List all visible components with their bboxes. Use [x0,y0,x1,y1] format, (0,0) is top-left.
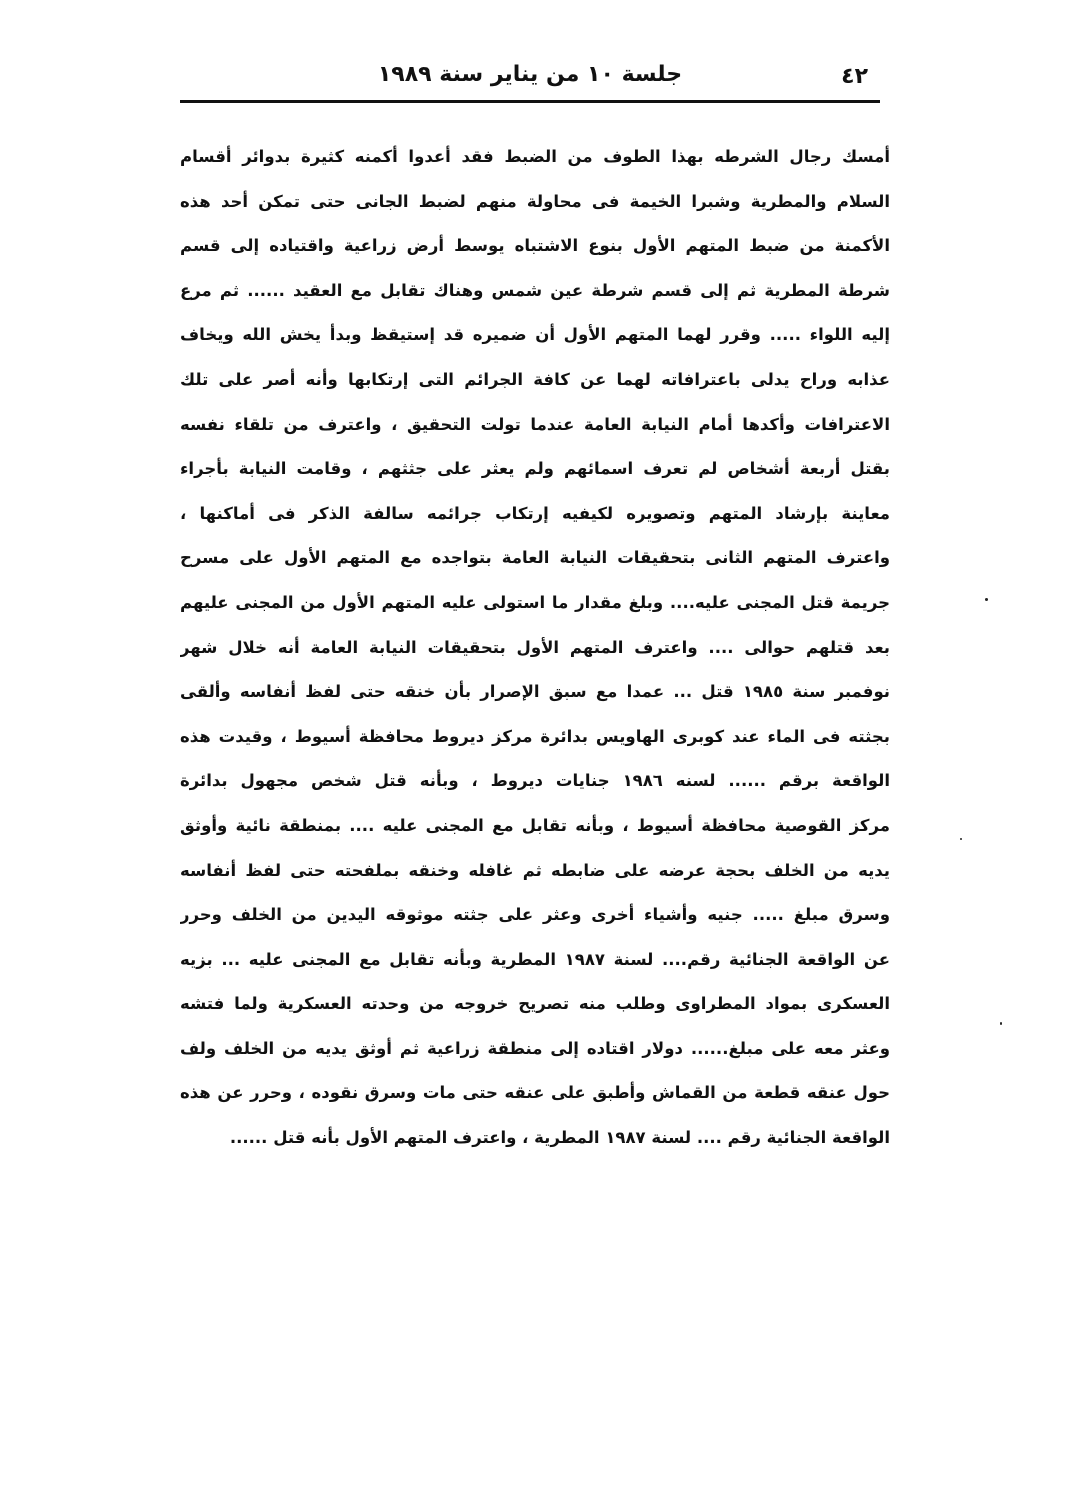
page-number: ٤٢ [841,64,868,89]
text-line: نوفمبر سنة ١٩٨٥ قتل ... عمدا مع سبق الإصرار بأن خنقه حتى لفظ أنفاسه وألقى [180,682,890,702]
text-line: السلام والمطرية وشبرا الخيمة فى محاولة منهم لضبط الجانى حتى تمكن أحد هذه [180,191,890,211]
text-line: بقتل أربعة أشخاص لم تعرف اسمائهم ولم يعثر على جثثهم ، وقامت النيابة بأجراء [180,459,890,479]
scan-speck [960,838,962,840]
text-line: الأكمنة من ضبط المتهم الأول بنوع الاشتباه يوسط أرض زراعية واقتياده إلى قسم [180,236,890,256]
body-text [180,135,890,1161]
text-line: وسرق مبلغ ..... جنيه وأشياء أخرى وعثر على جثته موثوقه اليدين من الخلف وحرر [180,905,890,925]
text-line: شرطة المطرية ثم إلى قسم شرطة عين شمس وهناك تقابل مع العقيد ...... ثم مرع [180,280,890,300]
text-line: العسكرى بمواد المطراوى وطلب منه تصريح خروجه من وحدته العسكرية ولما فتشه [180,994,890,1014]
text-line: وعثر معه على مبلغ...... دولار اقتاده إلى منطقة زراعية ثم أوثق يديه من الخلف ولف [180,1038,890,1058]
text-line: الواقعة الجنائية رقم .... لسنة ١٩٨٧ المطرية ، واعترف المتهم الأول بأنه قتل ...... [229,1128,890,1148]
running-title: جلسة ١٠ من يناير سنة ١٩٨٩ [377,62,683,87]
text-line: يديه من الخلف بحجة عرضه على ضابطه ثم غافله وخنقه بملفحته حتى لفظ أنفاسه [180,860,890,880]
text-line: إليه اللواء ..... وقرر لهما المتهم الأول أن ضميره قد إستيقظ وبدأ يخش الله ويخاف [180,325,890,345]
text-line: عن الواقعة الجنائية رقم.... لسنة ١٩٨٧ المطرية وبأنه تقابل مع المجنى عليه ... بزيه [180,949,890,969]
text-line: عذابه وراح يدلى باعترافاته لهما عن كافة الجرائم التى إرتكابها وأنه أصر على تلك [180,369,890,389]
text-line: بعد قتلهم حوالى .... واعترف المتهم الأول بتحقيقات النيابة العامة أنه خلال شهر [180,637,890,657]
text-line: الاعترافات وأكدها أمام النيابة العامة عندما تولت التحقيق ، واعترف من تلقاء نفسه [180,414,890,434]
scan-speck [1000,1022,1002,1025]
text-line: معاينة بإرشاد المتهم وتصويره لكيفيه إرتكاب جرائمه سالفة الذكر فى أماكنها ، [180,503,890,523]
page-header [180,58,880,102]
text-line: جريمة قتل المجنى عليه.... وبلغ مقدار ما استولى عليه المتهم الأول من المجنى عليهم [180,592,890,612]
text-line: الواقعة برقم ...... لسنه ١٩٨٦ جنايات ديروط ، وبأنه قتل شخص مجهول بدائرة [180,771,890,791]
text-line: أمسك رجال الشرطه بهذا الطوف من الضبط فقد أعدوا أكمنه كثيرة بدوائر أقسام [180,147,890,166]
text-line: حول عنقه قطعة من القماش وأطبق على عنقه حتى مات وسرق نقوده ، وحرر عن هذه [180,1083,890,1103]
scan-speck [985,598,988,601]
text-line: مركز القوصية محافظة أسيوط ، وبأنه تقابل مع المجنى عليه .... بمنطقة نائية وأوثق [180,815,890,835]
header-rule [180,100,880,103]
text-line: واعترف المتهم الثانى بتحقيقات النيابة العامة بتواجده مع المتهم الأول على مسرح [180,548,890,568]
text-line: بجثته فى الماء عند كوبرى الهاويس بدائرة مركز ديروط محافظة أسيوط ، وقيدت هذه [180,726,890,746]
